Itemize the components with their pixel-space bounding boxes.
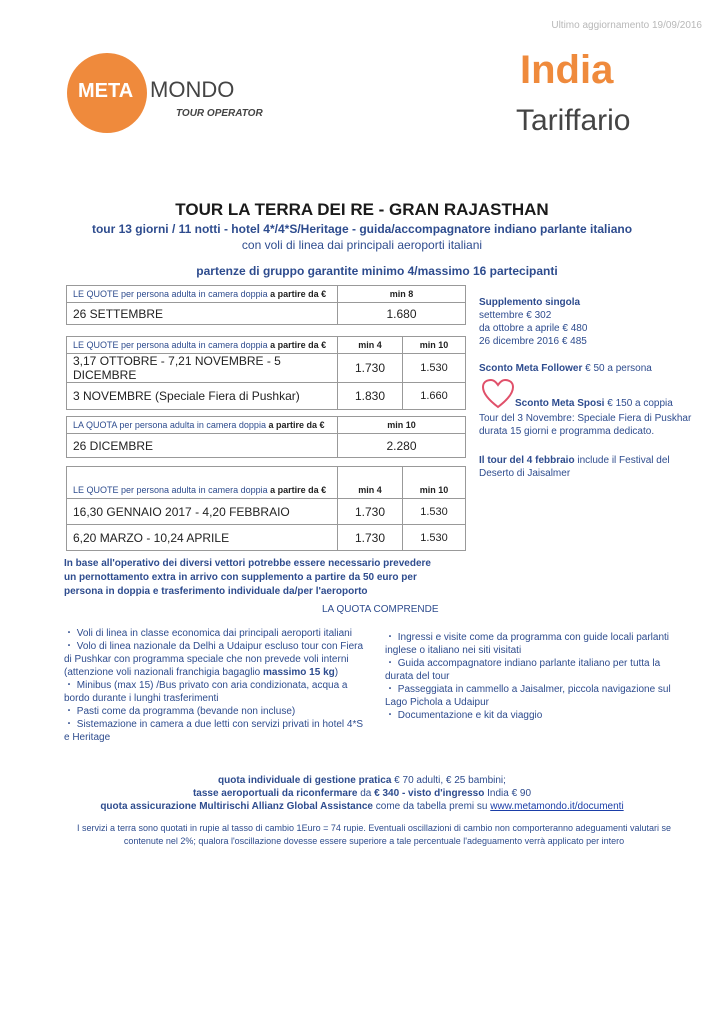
price-value: 1.530 — [403, 354, 466, 383]
management-fee-amount: € 70 adulti, € 25 bambini; — [391, 775, 506, 786]
includes-list-right — [385, 631, 675, 722]
bullet-icon: ・ — [385, 658, 395, 669]
column-header: min 10 — [403, 467, 466, 499]
include-text: Minibus (max 15) /Bus privato con aria condizionata, acqua a bordo durante i lunghi trasferimenti — [64, 680, 348, 704]
single-supplement-line: settembre € 302 — [479, 310, 552, 321]
list-item — [64, 679, 370, 705]
departure-date: 6,20 MARZO - 10,24 APRILE — [67, 525, 338, 551]
price-table-september — [66, 285, 466, 325]
includes-list-left — [64, 627, 370, 744]
metamondo-logo — [66, 52, 276, 134]
single-supplement-title: Supplemento singola — [479, 297, 581, 308]
group-departures: partenze di gruppo garantite minimo 4/massimo 16 partecipanti — [196, 264, 558, 278]
logo-meta-text: META — [78, 80, 134, 102]
include-text: Voli di linea in classe economica dai principali aeroporti italiani — [76, 628, 352, 639]
column-header: min 10 — [338, 417, 466, 434]
list-item — [385, 683, 675, 709]
list-item — [385, 657, 675, 683]
departure-date: 3,17 OTTOBRE - 7,21 NOVEMBRE - 5 DICEMBRE — [67, 354, 338, 383]
heart-icon — [481, 378, 515, 410]
include-text: ) — [334, 667, 339, 678]
include-text: Guida accompagnatore indiano parlante italiano per tutta la durata del tour — [385, 658, 661, 682]
include-text: Documentazione e kit da viaggio — [397, 710, 543, 721]
bullet-icon: ・ — [64, 706, 74, 717]
table-header-label: LA QUOTA per persona adulta in camera doppia a partire da € — [67, 417, 338, 434]
tour-title: TOUR LA TERRA DEI RE - GRAN RAJASTHAN — [175, 200, 549, 219]
list-item — [64, 718, 370, 744]
list-item — [64, 627, 370, 640]
include-text: Ingressi e visite come da programma con guide locali parlanti inglese o italiano nei siti visitati — [385, 632, 670, 656]
table-header-label: LE QUOTE per persona adulta in camera doppia a partire da € — [67, 467, 338, 499]
extra-night-notice: In base all'operativo dei diversi vettori potrebbe essere necessario prevedere un pernottamento extra in arrivo con supplemento a partire da 50 euro per persona in doppia e trasferimento individuale da/per l'aeroporto — [64, 558, 431, 597]
departure-date: 26 SETTEMBRE — [67, 303, 338, 325]
single-supplement — [479, 296, 699, 348]
price-table-december — [66, 416, 466, 458]
include-text: Volo di linea nazionale da Delhi a Udaipur escluso tour con Fiera di Pushkar con programma speciale che non prevede voli interni (attenzione voli nazionali franchigia bagaglio — [64, 641, 364, 678]
bullet-icon: ・ — [385, 632, 395, 643]
price-value: 1.730 — [338, 499, 403, 525]
bullet-icon: ・ — [64, 628, 74, 639]
include-text: Sistemazione in camera a due letti con servizi privati in hotel 4*S e Heritage — [64, 719, 364, 743]
bullet-icon: ・ — [64, 680, 74, 691]
price-value: 1.660 — [403, 383, 466, 410]
tour-flights-note: con voli di linea dai principali aeroporti italiani — [241, 238, 483, 252]
tour-description: tour 13 giorni / 11 notti - hotel 4*/4*S/Heritage - guida/accompagnatore indiano parlante italiano — [91, 222, 633, 236]
february-tour-label: Il tour del 4 febbraio — [479, 455, 575, 466]
follower-discount — [479, 362, 699, 375]
single-supplement-line: 26 dicembre 2016 € 485 — [479, 336, 587, 347]
column-header: min 4 — [338, 467, 403, 499]
price-value: 1.530 — [403, 499, 466, 525]
column-header: min 10 — [403, 337, 466, 354]
logo-tagline: TOUR OPERATOR — [176, 108, 263, 119]
list-item — [385, 709, 675, 722]
bullet-icon: ・ — [64, 641, 74, 652]
bullet-icon: ・ — [385, 710, 395, 721]
price-value: 1.830 — [338, 383, 403, 410]
fees-section — [0, 774, 724, 813]
table-header-label: LE QUOTE per persona adulta in camera doppia a partire da € — [67, 286, 338, 303]
last-updated: Ultimo aggiornamento 19/09/2016 — [551, 20, 702, 31]
include-text: Passeggiata in cammello a Jaisalmer, piccola navigazione sul Lago Pichola a Udaipur — [385, 684, 671, 708]
departure-date: 3 NOVEMBRE (Speciale Fiera di Pushkar) — [67, 383, 338, 410]
document-subtitle: Tariffario — [516, 104, 631, 137]
visa-label: € 340 - visto d'ingresso — [374, 788, 485, 799]
documents-link[interactable]: www.metamondo.it/documenti — [490, 801, 624, 812]
departure-date: 16,30 GENNAIO 2017 - 4,20 FEBBRAIO — [67, 499, 338, 525]
february-tour-text: include il Festival del Deserto di Jaisalmer — [479, 455, 670, 479]
price-value: 1.680 — [338, 303, 466, 325]
includes-title: LA QUOTA COMPRENDE — [322, 604, 439, 615]
table-row — [67, 383, 466, 410]
table-row — [67, 525, 466, 551]
insurance-text: come da tabella premi su — [372, 801, 491, 812]
follower-discount-label: Sconto Meta Follower — [479, 363, 583, 374]
price-value: 2.280 — [338, 434, 466, 458]
insurance-fee — [0, 800, 724, 813]
february-tour-note — [479, 454, 699, 480]
airport-taxes — [0, 787, 724, 800]
column-header: min 4 — [338, 337, 403, 354]
baggage-limit: massimo 15 kg — [263, 667, 335, 678]
price-table-autumn — [66, 336, 466, 410]
visa-amount: India € 90 — [484, 788, 532, 799]
insurance-label: quota assicurazione Multirischi Allianz Global Assistance — [100, 801, 373, 812]
price-value: 1.530 — [403, 525, 466, 551]
table-header-label: LE QUOTE per persona adulta in camera doppia a partire da € — [67, 337, 338, 354]
bullet-icon: ・ — [385, 684, 395, 695]
follower-discount-amount: € 50 a persona — [582, 363, 652, 374]
price-table-winter-spring — [66, 466, 466, 551]
logo-mondo-text: MONDO — [150, 77, 235, 102]
list-item — [64, 705, 370, 718]
list-item — [64, 640, 370, 679]
airport-taxes-from: da — [357, 788, 375, 799]
column-header: min 8 — [338, 286, 466, 303]
newlywed-discount-amount: € 150 a coppia — [604, 398, 673, 409]
single-supplement-line: da ottobre a aprile € 480 — [479, 323, 588, 334]
list-item — [385, 631, 675, 657]
price-value: 1.730 — [338, 354, 403, 383]
management-fee — [0, 774, 724, 787]
destination-title: India — [520, 48, 614, 92]
price-value: 1.730 — [338, 525, 403, 551]
pushkar-note: Tour del 3 Novembre: Speciale Fiera di Puskhar durata 15 giorni e programma dedicato. — [479, 413, 692, 437]
table-row — [67, 354, 466, 383]
table-row — [67, 499, 466, 525]
exchange-rate-note: I servizi a terra sono quotati in rupie al tasso di cambio 1Euro = 74 rupie. Eventuali oscillazioni di cambio non comporteranno adeguamenti valutari se contenute nel 2%; qualora l'oscillazione dovesse essere superiore a tale percentuale l'adeguamento verrà applicato per intero — [76, 823, 672, 846]
departure-date: 26 DICEMBRE — [67, 434, 338, 458]
airport-taxes-label: tasse aeroportuali da riconfermare — [192, 788, 358, 799]
include-text: Pasti come da programma (bevande non incluse) — [76, 706, 296, 717]
management-fee-label: quota individuale di gestione pratica — [218, 775, 392, 786]
newlywed-discount-label: Sconto Meta Sposi — [515, 398, 605, 409]
bullet-icon: ・ — [64, 719, 74, 730]
